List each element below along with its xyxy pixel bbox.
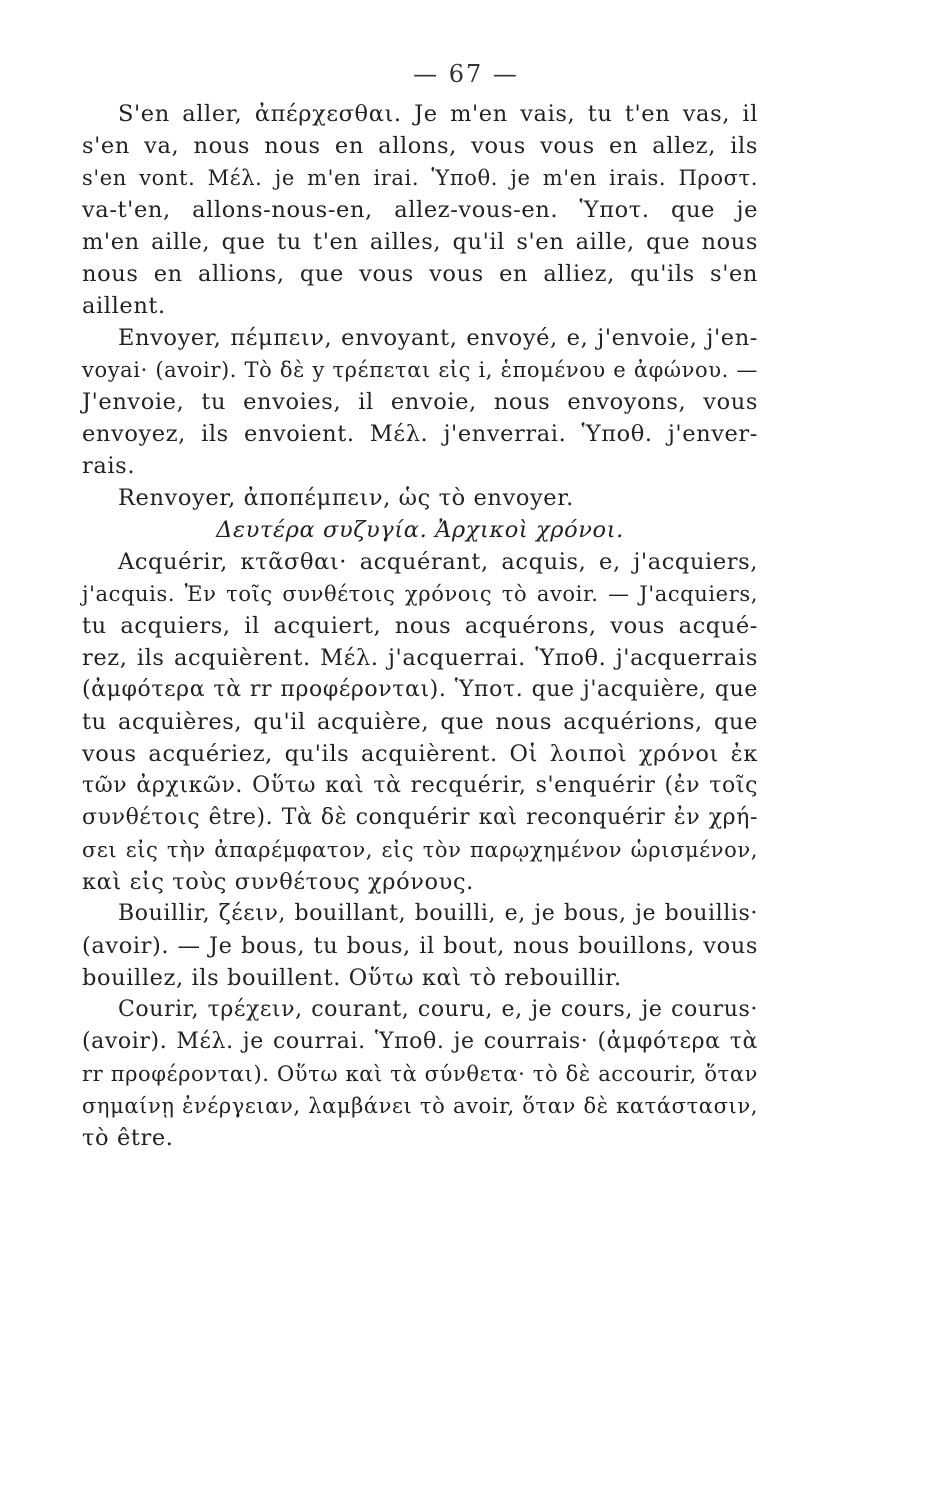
text-line: συνθέτοις être). Τὰ δὲ conquérir καὶ reconquérir ἐν χρή-: [82, 805, 758, 830]
text-line: τὸ être.: [82, 1125, 174, 1151]
text-line: rais.: [82, 453, 136, 479]
text-line: J'envoie, tu envoies, il envoie, nous envoyons, vous: [82, 389, 758, 415]
text-line: nous en allions, que vous vous en alliez, qu'ils s'en: [82, 261, 758, 287]
text-line: bouillez, ils bouillent. Οὕτω καὶ τὸ rebouillir.: [82, 965, 622, 991]
text-line: rez, ils acquièrent. Μέλ. j'acquerrai. Ὑποθ. j'acquerrais: [82, 645, 758, 671]
text-line: Acquérir, κτᾶσθαι· acquérant, acquis, e, j'acquiers,: [118, 549, 758, 575]
text-line: s'en va, nous nous en allons, vous vous en allez, ils: [82, 133, 758, 159]
text-line: aillent.: [82, 293, 166, 319]
text-line: voyai· (avoir). Τὸ δὲ y τρέπεται εἰς i, ἑπομένου e ἀφώνου. —: [82, 358, 758, 382]
text-line: s'en vont. Μέλ. je m'en irai. Ὑποθ. je m'en irais. Προστ.: [82, 166, 758, 190]
text-line: Envoyer, πέμπειν, envoyant, envoyé, e, j'envoie, j'en-: [118, 325, 758, 351]
text-line: (avoir). — Je bous, tu bous, il bout, nous bouillons, vous: [82, 933, 758, 959]
text-line: j'acquis. Ἐν τοῖς συνθέτοις χρόνοις τὸ avoir. — J'acquiers,: [82, 582, 758, 606]
text-line: σει εἰς τὴν ἀπαρέμφατον, εἰς τὸν παρῳχημένον ὡρισμένον,: [82, 838, 758, 862]
text-line: Δευτέρα συζυγία. Ἀρχικοὶ χρόνοι.: [216, 517, 624, 543]
page-number: — 67 —: [413, 60, 519, 88]
text-line: rr προφέρονται). Οὕτω καὶ τὰ σύνθετα· τὸ δὲ accourir, ὅταν: [82, 1062, 758, 1086]
text-line: vous acquériez, qu'ils acquièrent. Οἱ λοιποὶ χρόνοι ἐκ: [82, 741, 758, 767]
text-line: Renvoyer, ἀποπέμπειν, ὡς τὸ envoyer.: [118, 485, 574, 511]
text-line: S'en aller, ἀπέρχεσθαι. Je m'en vais, tu t'en vas, il: [118, 101, 758, 127]
text-line: σημαίνῃ ἐνέργειαν, λαμβάνει τὸ avoir, ὅταν δὲ κατάστασιν,: [82, 1094, 758, 1118]
text-line: envoyez, ils envoient. Μέλ. j'enverrai. Ὑποθ. j'enver-: [82, 421, 758, 447]
page-body-text: [82, 98, 758, 1154]
text-line: τῶν ἀρχικῶν. Οὕτω καὶ τὰ recquérir, s'enquérir (ἐν τοῖς: [82, 773, 758, 798]
text-line: (avoir). Μέλ. je courrai. Ὑποθ. je courrais· (ἀμφότερα τὰ: [82, 1029, 758, 1054]
text-line: καὶ εἰς τοὺς συνθέτους χρόνους.: [82, 869, 474, 895]
text-line: tu acquières, qu'il acquière, que nous acquérions, que: [82, 709, 758, 735]
text-line: Bouillir, ζέειν, bouillant, bouilli, e, je bous, je bouillis·: [118, 901, 758, 926]
text-line: tu acquiers, il acquiert, nous acquérons, vous acqué-: [82, 613, 758, 639]
text-line: va-t'en, allons-nous-en, allez-vous-en. Ὑποτ. que je: [82, 197, 758, 223]
text-line: Courir, τρέχειν, courant, couru, e, je cours, je courus·: [118, 997, 758, 1022]
text-line: (ἀμφότερα τὰ rr προφέρονται). Ὑποτ. que j'acquière, que: [82, 677, 758, 702]
text-line: m'en aille, que tu t'en ailles, qu'il s'en aille, que nous: [82, 229, 758, 255]
